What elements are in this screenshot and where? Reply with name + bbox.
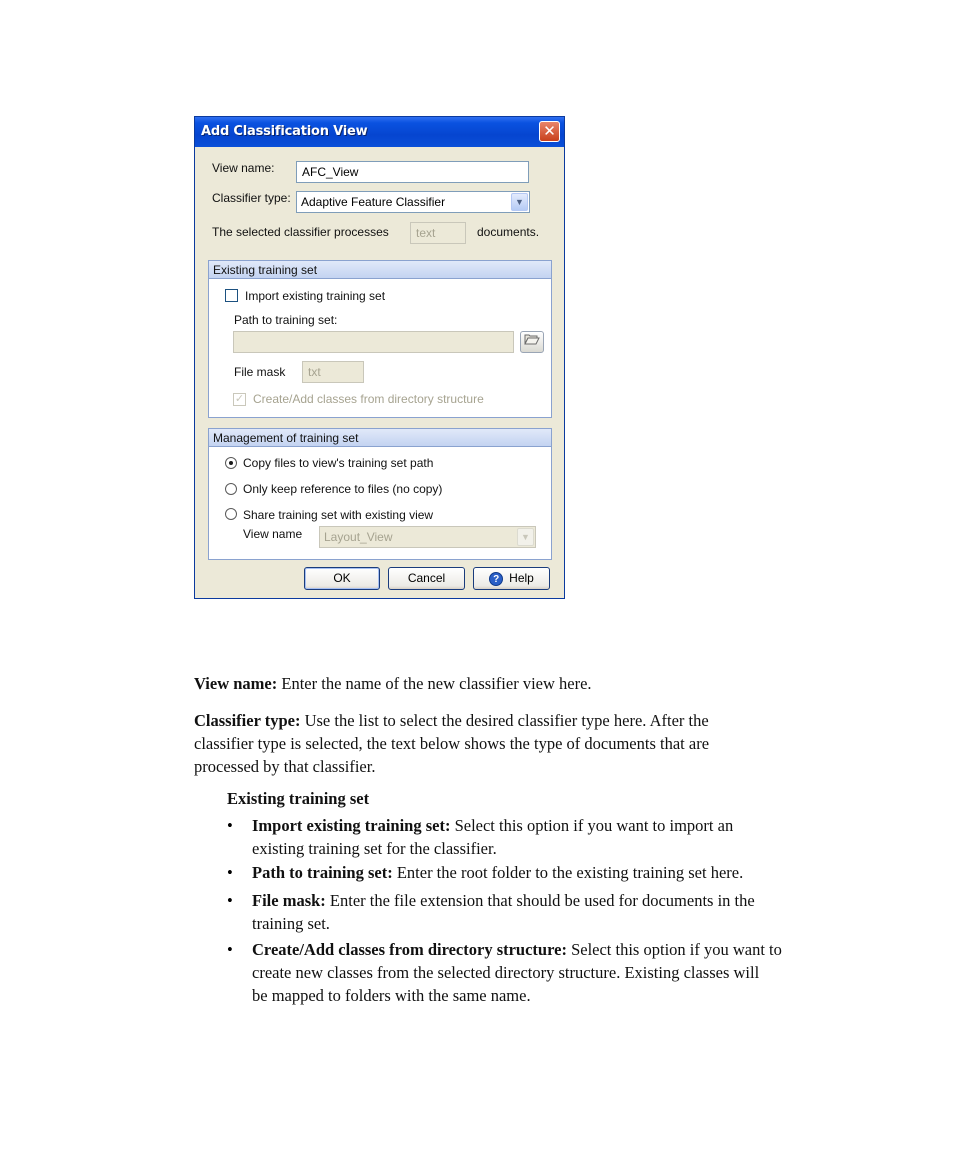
radio-selected-dot — [229, 461, 233, 465]
bullet-marker: • — [227, 940, 233, 959]
create-classes-label: Create/Add classes from directory structure — [253, 392, 484, 406]
desc-classifier-type-line3: processed by that classifier. — [194, 757, 376, 776]
view-name-label: View name: — [212, 161, 275, 175]
dialog-title: Add Classification View — [201, 124, 368, 139]
title-bar[interactable] — [195, 117, 564, 147]
item-text: Enter the file extension that should be used for documents in the — [325, 891, 755, 910]
radio-share-training-set-label: Share training set with existing view — [243, 508, 434, 522]
file-mask-label: File mask — [234, 365, 286, 379]
management-training-set-group — [208, 428, 552, 560]
subheading-existing-training-set: Existing training set — [227, 789, 370, 808]
item-text: Select this option if you want to import an — [450, 816, 734, 835]
processes-type-field: text — [410, 222, 466, 244]
path-to-training-set-input[interactable] — [233, 331, 514, 353]
radio-copy-files-label: Copy files to view's training set path — [243, 456, 434, 470]
classifier-type-label: Classifier type: — [212, 191, 291, 205]
view-name-input[interactable]: AFC_View — [296, 161, 529, 183]
existing-training-set-header: Existing training set — [209, 261, 551, 279]
dialog-body — [198, 147, 561, 597]
classifier-type-value: Adaptive Feature Classifier — [301, 195, 446, 209]
list-item — [252, 938, 877, 1007]
term-classifier-type: Classifier type: — [194, 711, 301, 730]
processes-prefix: The selected classifier processes — [212, 225, 389, 239]
help-icon: ? — [489, 572, 503, 586]
chevron-down-icon[interactable]: ▼ — [511, 193, 528, 211]
radio-copy-files[interactable] — [225, 457, 237, 469]
close-icon[interactable]: ✕ — [539, 121, 560, 142]
item-term: Create/Add classes from directory structure: — [252, 940, 567, 959]
chevron-down-icon[interactable]: ▼ — [517, 528, 534, 546]
desc-classifier-type-line2: classifier type is selected, the text below shows the type of documents that are — [194, 734, 710, 753]
help-button-label: Help — [509, 571, 534, 585]
path-to-training-set-label: Path to training set: — [234, 313, 338, 327]
desc-view-name: Enter the name of the new classifier view here. — [277, 674, 592, 693]
help-button[interactable] — [473, 567, 550, 590]
item-text: create new classes from the selected directory structure. Existing classes will — [252, 963, 760, 982]
classifier-type-select[interactable] — [296, 191, 530, 213]
list-item — [252, 861, 877, 884]
item-text: Select this option if you want to — [566, 940, 782, 959]
item-term: Import existing training set: — [252, 816, 451, 835]
item-text: be mapped to folders with the same name. — [252, 986, 531, 1005]
processes-suffix: documents. — [477, 225, 540, 239]
existing-training-set-group — [208, 260, 552, 418]
create-classes-checkbox[interactable]: ✓ — [234, 393, 245, 405]
bullet-marker: • — [227, 891, 233, 910]
paragraph-classifier-type — [194, 709, 874, 778]
share-view-name-value: Layout_View — [324, 530, 393, 544]
item-term: File mask: — [252, 891, 326, 910]
share-view-name-label: View name — [243, 527, 303, 541]
import-existing-label: Import existing training set — [245, 289, 386, 303]
list-item — [252, 814, 877, 860]
term-view-name: View name: — [194, 674, 278, 693]
paragraph-view-name — [194, 672, 874, 695]
item-text: existing training set for the classifier. — [252, 839, 497, 858]
ok-button[interactable]: OK — [304, 567, 380, 590]
add-classification-view-dialog — [194, 116, 565, 599]
share-view-name-select[interactable] — [319, 526, 536, 548]
folder-open-icon — [524, 332, 540, 346]
cancel-button[interactable]: Cancel — [388, 567, 465, 590]
desc-classifier-type-line1: Use the list to select the desired classifier type here. After the — [300, 711, 709, 730]
radio-keep-reference[interactable] — [225, 483, 237, 495]
radio-share-training-set[interactable] — [225, 508, 237, 520]
file-mask-input[interactable]: txt — [302, 361, 364, 383]
import-existing-checkbox[interactable] — [225, 289, 238, 302]
bullet-marker: • — [227, 816, 233, 835]
item-term: Path to training set: — [252, 863, 393, 882]
list-item — [252, 889, 877, 935]
management-training-set-header: Management of training set — [209, 429, 551, 447]
item-text: training set. — [252, 914, 330, 933]
bullet-marker: • — [227, 863, 233, 882]
radio-keep-reference-label: Only keep reference to files (no copy) — [243, 482, 443, 496]
browse-folder-button[interactable] — [520, 331, 544, 353]
item-text: Enter the root folder to the existing training set here. — [392, 863, 744, 882]
